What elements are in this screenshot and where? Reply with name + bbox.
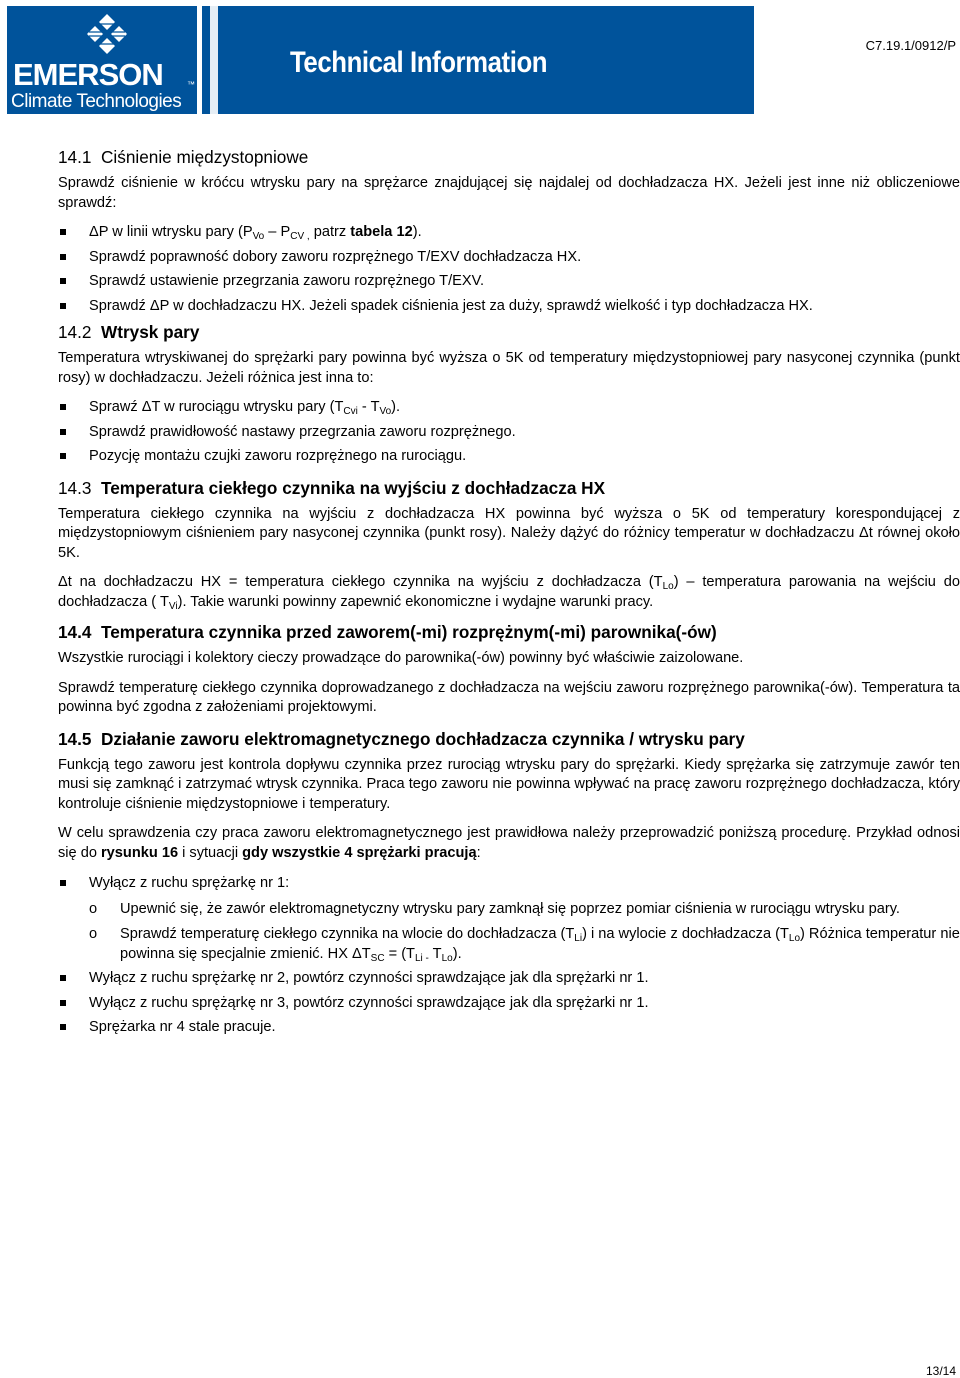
- list-item: Sprawdź poprawność dobory zaworu rozprężnego T/EXV dochładzacza HX.: [58, 248, 960, 268]
- section-title: Temperatura czynnika przed zaworem(-mi) rozprężnym(-mi) parownika(-ów): [101, 622, 717, 642]
- paragraph: W celu sprawdzenia czy praca zaworu elektromagnetycznego jest prawidłowa należy przeprowadzić poniższą procedurę. Przykład odnosi się do rysunku 16 i sytuacji gdy wszystkie 4 sprężarki pracują:: [58, 825, 960, 861]
- list-item: Sprawdź ΔP w dochładzaczu HX. Jeżeli spadek ciśnienia jest za duży, sprawdź wielkość i typ dochładzacza HX.: [58, 297, 960, 317]
- logo-trademark: ™: [187, 80, 195, 89]
- logo-name: EMERSON: [13, 57, 163, 92]
- list-item: Sprawdź prawidłowość nastawy przegrzania zaworu rozprężnego.: [58, 423, 960, 443]
- list-item: Sprawź ΔT w rurociągu wtrysku pary $(T_{Cvi} - T_{Vo})$.: [58, 398, 960, 418]
- page-number: 13/14: [925, 1364, 956, 1378]
- section-title: Działanie zaworu elektromagnetycznego dochładzacza czynnika / wtrysku pary: [101, 728, 745, 749]
- paragraph: Δt na dochładzaczu HX = temperatura ciekłego czynnika na wyjściu z dochładzacza $(T_{Lo})$ – temperatura parowania na wejściu do dochładzacza ( $T_{Vi}$). Takie warunki powinny zapewnić ekonomiczne i wydajne warunki pracy.: [58, 574, 960, 612]
- section-heading-14-4: [58, 621, 960, 643]
- section-title: Temperatura ciekłego czynnika na wyjściu z dochładzacza HX: [101, 477, 606, 498]
- section-heading-14-5: [58, 728, 960, 750]
- page-content: [58, 146, 960, 1038]
- paragraph: Funkcją tego zaworu jest kontrola dopływu czynnika przez rurociąg wtrysku pary do sprężarki. Kiedy sprężarka się zatrzymuje zawór ten musi się zamknąć i zatrzymać wtrysk czynnika. Praca tego zaworu nie powinna wpływać na pracę zaworu rozprężnego dochładzacza, który kontroluje ciśnienie międzystopniowe i temperatury.: [58, 756, 960, 812]
- section-heading-14-3: [58, 477, 960, 499]
- banner-title: Technical Information: [290, 46, 548, 79]
- emerson-logo: [7, 6, 197, 114]
- section-title: Ciśnienie międzystopniowe: [101, 147, 309, 167]
- paragraph: Wszystkie rurociągi i kolektory cieczy prowadzące do parownika(-ów) powinny być właściwie zaizolowane.: [58, 650, 744, 666]
- list-item: Wyłącz z ruchu sprężarkę nr 1:: [58, 874, 960, 894]
- sub-list-item: o Upewnić się, że zawór elektromagnetyczny wtrysku pary zamknął się poprzez pomiar ciśnienia w rurociągu wtrysku pary.: [58, 900, 960, 920]
- list-item: ΔP w linii wtrysku pary ($P_{Vo} - P_{CV ,}$ patrz tabela 12).: [58, 223, 960, 243]
- section-number: 14.4: [58, 622, 92, 642]
- list-item: Sprężarka nr 4 stale pracuje.: [58, 1018, 960, 1038]
- section-title: Wtrysk pary: [101, 322, 200, 342]
- logo-subtitle: Climate Technologies: [11, 91, 182, 112]
- section-number: 14.3: [58, 477, 92, 498]
- list-item: Sprawdź ustawienie przegrzania zaworu rozprężnego T/EXV.: [58, 272, 960, 292]
- section-number: 14.5: [58, 728, 92, 749]
- page-header: [0, 0, 960, 118]
- paragraph: Sprawdź ciśnienie w króćcu wtrysku pary na sprężarce znajdującej się najdalej od dochładzacza HX. Jeżeli jest inne niż obliczeniowe sprawdź:: [58, 175, 960, 211]
- paragraph: Temperatura wtryskiwanej do sprężarki pary powinna być wyższa o 5K od temperatury międzystopniowej pary nasyconej czynnika (punkt rosy) w dochładzaczu. Jeżeli różnica jest inna to:: [58, 350, 960, 386]
- list-item: Wyłącz z ruchu sprężąrkę nr 3, powtórz czynności sprawdzające jak dla sprężarki nr 1.: [58, 994, 960, 1014]
- section-heading-14-1: [58, 146, 960, 168]
- list-item: Pozycję montażu czujki zaworu rozprężnego na rurociągu.: [58, 447, 960, 467]
- list-item: Wyłącz z ruchu sprężarkę nr 2, powtórz czynności sprawdzające jak dla sprężarki nr 1.: [58, 969, 960, 989]
- header-banner: [202, 6, 754, 114]
- document-code: C7.19.1/0912/P: [865, 38, 956, 53]
- section-number: 14.1: [58, 147, 92, 167]
- banner-stripe: [210, 6, 218, 114]
- paragraph: Sprawdź temperaturę ciekłego czynnika doprowadzanego z dochładzacza na wejściu zaworu rozprężnego parownika(-ów). Temperatura ta powinna być zgodna z założeniami projektowymi.: [58, 679, 960, 715]
- emerson-mark-icon: [85, 12, 129, 56]
- paragraph: Temperatura ciekłego czynnika na wyjściu z dochładzacza HX powinna być wyższa o 5K od temperatury korespondującej z międzystopniowym ciśnieniem pary nasyconej czynnika (punkt rosy). Należy dążyć do różnicy temperatur w dochładzaczu Δt równej około 5K.: [58, 505, 960, 561]
- sub-list-item: o Sprawdź temperaturę ciekłego czynnika na wlocie do dochładzacza $(T_{Li})$ i na wylocie z dochładzacza $(T_{Lo})$ Różnica temperatur nie powinna się specjalnie zmienić. HX $\Delta T_{SC} = (T_{Li -}$ $T_{Lo}$).: [58, 925, 960, 964]
- section-heading-14-2: [58, 321, 960, 343]
- section-number: 14.2: [58, 322, 92, 342]
